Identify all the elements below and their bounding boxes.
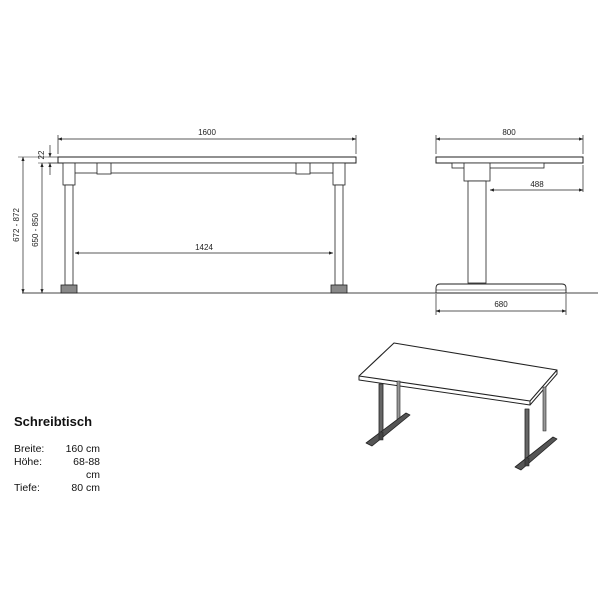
front-foot-right (331, 285, 347, 293)
dim-foot-length: 680 (494, 300, 508, 309)
side-column-lower (468, 181, 486, 283)
dim-depth: 800 (502, 128, 516, 137)
persp-table-top (359, 343, 557, 401)
dim-depth-beam: 488 (530, 180, 544, 189)
front-leg-right-lower (335, 185, 343, 285)
side-table-top (436, 157, 583, 163)
front-foot-left (61, 285, 77, 293)
spec-row-height (14, 456, 100, 482)
persp-leg-right-back (543, 387, 546, 431)
spec-row-depth (14, 482, 100, 495)
perspective-view (359, 343, 557, 470)
product-title: Schreibtisch (14, 414, 93, 429)
persp-foot-right (515, 437, 557, 470)
spec-row-width (14, 443, 100, 456)
front-bracket-right (296, 163, 310, 174)
side-foot (436, 284, 566, 293)
spec-label: Höhe: (14, 456, 43, 468)
front-table-top (58, 157, 356, 163)
dim-top-thickness: 22 (37, 150, 46, 160)
dim-width-top: 1600 (198, 128, 216, 137)
persp-leg-left-back (397, 381, 400, 421)
front-bracket-left (97, 163, 111, 174)
front-leg-left-upper (63, 163, 75, 185)
spec-value: 160 cm (65, 443, 100, 455)
persp-leg-left (379, 384, 383, 434)
front-leg-right-upper (333, 163, 345, 185)
side-column-upper (464, 163, 490, 181)
spec-label: Breite: (14, 443, 45, 455)
spec-label: Tiefe: (14, 482, 40, 494)
front-leg-left-lower (65, 185, 73, 285)
persp-foot-left (366, 413, 410, 446)
dim-inner-width: 1424 (195, 243, 213, 252)
spec-value: 68-88 cm (73, 456, 100, 481)
spec-value: 80 cm (71, 482, 100, 494)
dim-height-frame: 650 - 850 (31, 213, 40, 247)
persp-leg-right (525, 409, 529, 460)
dim-height-total: 672 - 872 (12, 208, 21, 242)
side-view (436, 128, 583, 315)
product-info (14, 414, 100, 495)
front-view (12, 128, 598, 293)
